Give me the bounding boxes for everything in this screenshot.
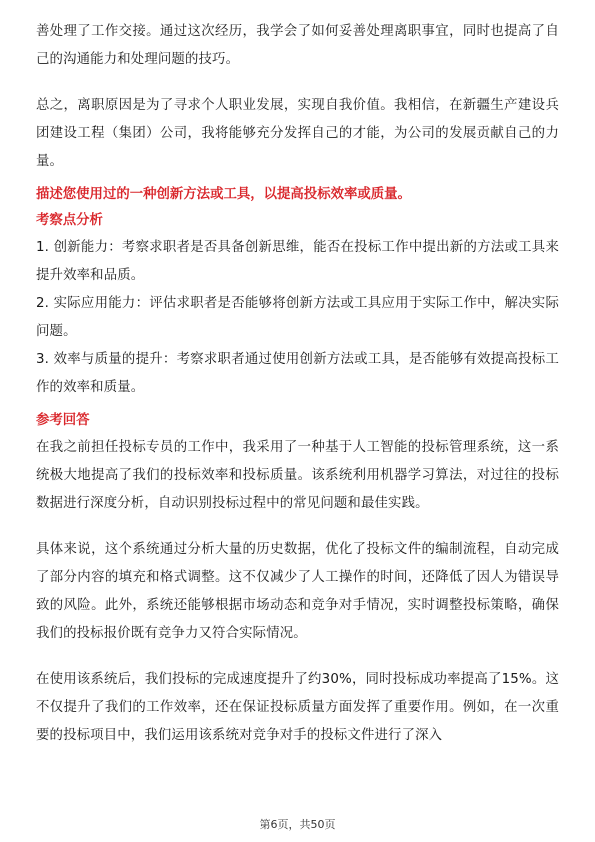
intro-paragraph-2: 总之，离职原因是为了寻求个人职业发展，实现自我价值。我相信，在新疆生产建设兵团建设工程（集团）公司，我将能够充分发挥自己的才能，为公司的发展贡献自己的力量。: [36, 98, 559, 169]
analysis-title: 考察点分析: [36, 213, 103, 228]
analysis-item-2: 2. 实际应用能力：评估求职者是否能够将创新方法或工具应用于实际工作中，解决实际问题。: [36, 296, 559, 339]
document-page: [36, 18, 559, 750]
answer-paragraph-2: 具体来说，这个系统通过分析大量的历史数据，优化了投标文件的编制流程，自动完成了部分内容的填充和格式调整。这不仅减少了人工操作的时间，还降低了因人为错误导致的风险。此外，系统还能够根据市场动态和竞争对手情况，实时调整投标策略，确保我们的投标报价既有竞争力又符合实际情况。: [36, 542, 559, 641]
question-heading: 描述您使用过的一种创新方法或工具，以提高投标效率或质量。: [36, 187, 411, 202]
answer-paragraph-1: 在我之前担任投标专员的工作中，我采用了一种基于人工智能的投标管理系统，这一系统极大地提高了我们的投标效率和投标质量。该系统利用机器学习算法，对过往的投标数据进行深度分析，自动识别投标过程中的常见问题和最佳实践。: [36, 440, 559, 511]
analysis-item-1: 1. 创新能力：考察求职者是否具备创新思维，能否在投标工作中提出新的方法或工具来提升效率和品质。: [36, 240, 559, 283]
paragraph-gap: [36, 648, 559, 666]
paragraph-gap: [36, 74, 559, 92]
answer-title: 参考回答: [36, 413, 90, 428]
intro-paragraph-1: 善处理了工作交接。通过这次经历，我学会了如何妥善处理离职事宜，同时也提高了自己的沟通能力和处理问题的技巧。: [36, 24, 559, 67]
paragraph-gap: [36, 518, 559, 536]
page-footer: 第6页，共50页: [259, 818, 336, 831]
answer-paragraph-3: 在使用该系统后，我们投标的完成速度提升了约30%，同时投标成功率提高了15%。这不仅提升了我们的工作效率，还在保证投标质量方面发挥了重要作用。例如，在一次重要的投标项目中，我们运用该系统对竞争对手的投标文件进行了深入: [36, 672, 559, 743]
analysis-item-3: 3. 效率与质量的提升：考察求职者通过使用创新方法或工具，是否能够有效提高投标工作的效率和质量。: [36, 352, 559, 395]
